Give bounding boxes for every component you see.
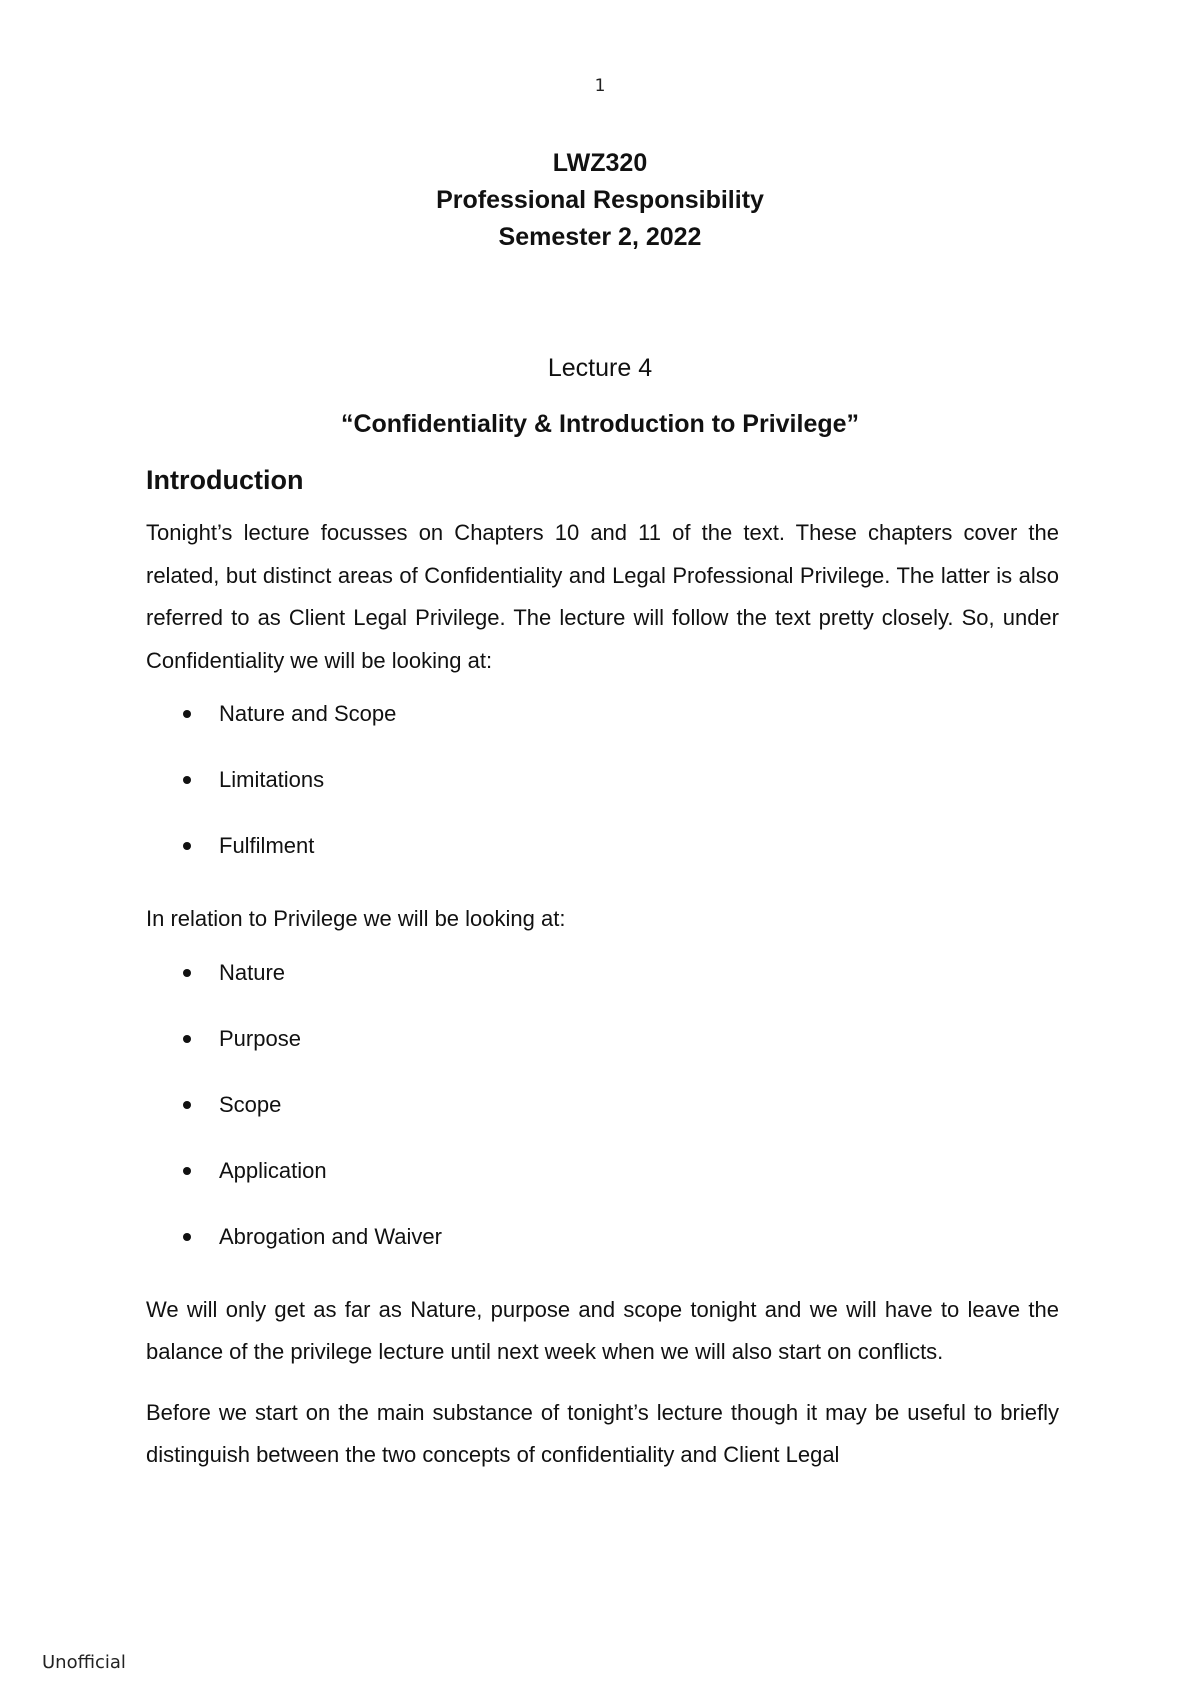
- list-item-label: Fulfilment: [219, 833, 315, 858]
- bullet-icon: [183, 1035, 191, 1043]
- page-number: 1: [594, 76, 606, 96]
- bullet-icon: [183, 710, 191, 718]
- tonight-scope-paragraph: We will only get as far as Nature, purpose and scope tonight and we will have to leave the balance of the privilege lecture until next week when we will also start on conflicts.: [146, 1296, 1059, 1364]
- list-item: [146, 832, 1059, 860]
- list-item: [146, 766, 1059, 794]
- lecture-number: Lecture 4: [547, 354, 653, 382]
- list-item-label: Purpose: [219, 1025, 301, 1051]
- bullet-icon: [183, 1233, 191, 1241]
- list-item: [146, 700, 1059, 728]
- list-item: [146, 959, 1059, 987]
- list-item-label: Abrogation and Waiver: [219, 1223, 442, 1249]
- course-title-block: [0, 145, 1200, 256]
- privilege-topics-list: [146, 959, 1059, 1251]
- list-item-label: Nature: [219, 959, 286, 985]
- list-item: [146, 1091, 1059, 1119]
- bullet-icon: [183, 1167, 191, 1175]
- list-item: [146, 1223, 1059, 1251]
- bullet-icon: [183, 842, 191, 850]
- course-code: LWZ320: [552, 149, 648, 177]
- intro-paragraph: Tonight’s lecture focusses on Chapters 10 and 11 of the text. These chapters cover the related, but distinct areas of Confidentiality and Legal Professional Privilege. The latter is also referred to as Client Legal Privilege. The lecture will follow the text pretty closely. So, under Confidentiality we will be looking at:: [146, 520, 1059, 673]
- bullet-icon: [183, 776, 191, 784]
- lecture-title: “Confidentiality & Introduction to Privilege”: [340, 410, 860, 438]
- list-item: [146, 1025, 1059, 1053]
- document-body: [146, 462, 1059, 1495]
- list-item-label: Scope: [219, 1091, 282, 1117]
- bullet-icon: [183, 969, 191, 977]
- list-item-label: Application: [219, 1157, 327, 1183]
- list-item-label: Nature and Scope: [219, 701, 397, 726]
- list-item: [146, 1157, 1059, 1185]
- course-name: Professional Responsibility: [436, 186, 764, 214]
- privilege-lead-paragraph: In relation to Privilege we will be looking at:: [146, 906, 566, 931]
- semester: Semester 2, 2022: [498, 223, 702, 251]
- before-start-paragraph: Before we start on the main substance of tonight’s lecture though it may be useful to briefly distinguish between the two concepts of confidentiality and Client Legal: [146, 1399, 1059, 1467]
- classification-label: Unofficial: [42, 1652, 126, 1673]
- bullet-icon: [183, 1101, 191, 1109]
- section-heading: Introduction: [146, 465, 304, 495]
- confidentiality-topics-list: [146, 700, 1059, 860]
- list-item-label: Limitations: [219, 767, 325, 792]
